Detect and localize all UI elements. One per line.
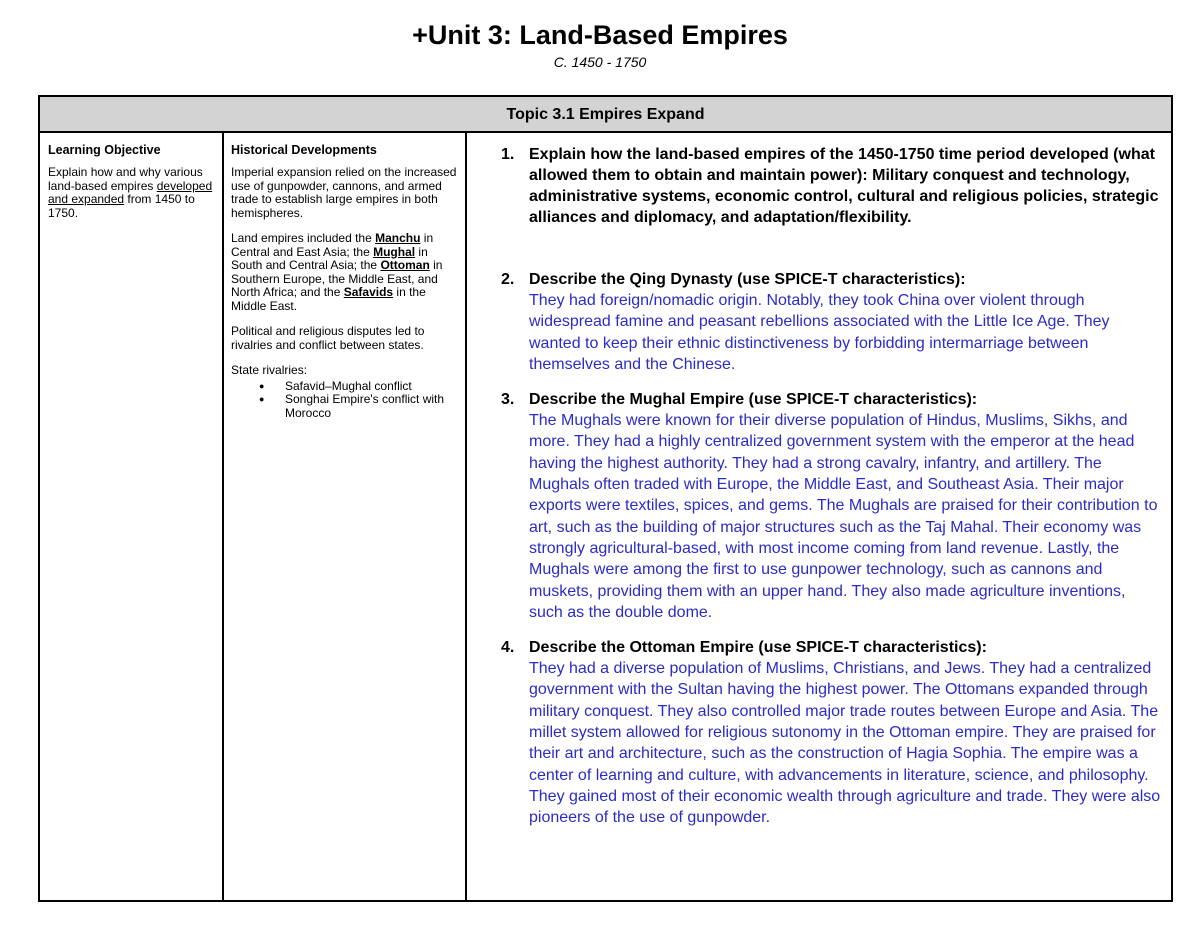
list-item: ● Songhai Empire's conflict with Morocco: [259, 393, 459, 420]
list-item: ● Safavid–Mughal conflict: [259, 380, 459, 394]
learning-objective-text: Explain how and why various land-based empires developed and expanded from 1450 to 1750.: [48, 165, 213, 220]
question-2: 2. Describe the Qing Dynasty (use SPICE-T characteristics): They had foreign/nomadic origin. Notably, they took China over violent through widespread famine and peasant rebellions associated with the Little Ice Age. They wanted to keep their ethnic distinctiveness by forbidding intermarriage between themselves and the Chinese.: [501, 269, 1161, 375]
page-subtitle: C. 1450 - 1750: [553, 54, 647, 70]
question-2-text: Describe the Qing Dynasty (use SPICE-T characteristics):: [529, 271, 966, 288]
question-1-text: Explain how the land-based empires of the 1450-1750 time period developed (what allowed them to obtain and maintain power): Military conquest and technology, administrative systems, economic control, cultural and religious policies, strategic alliances and diplomacy, and adaptation/flexibility.: [529, 146, 1159, 226]
development-paragraph-2: Land empires included the Manchu in Central and East Asia; the Mughal in South and Central Asia; the Ottoman in Southern Europe, the Middle East, and North Africa; and the Safavids in the Middle East.: [231, 231, 443, 313]
historical-developments-column: [224, 133, 467, 900]
question-3-text: Describe the Mughal Empire (use SPICE-T characteristics):: [529, 391, 978, 409]
development-paragraph-1: Imperial expansion relied on the increased use of gunpowder, cannons, and armed trade to establish large empires in both hemispheres.: [231, 165, 457, 220]
topic-table: [38, 95, 1173, 902]
page-title: +Unit 3: Land-Based Empires: [412, 20, 788, 50]
topic-header: Topic 3.1 Empires Expand: [40, 97, 1171, 133]
historical-developments-heading: Historical Developments: [231, 143, 377, 157]
question-4: 4. Describe the Ottoman Empire (use SPICE-T characteristics): They had a diverse population of Muslims, Christians, and Jews. They had a centralized government with the Sultan having the highest power. The Ottomans expanded through military conquest. They also controlled major trade routes between Europe and Asia. The millet system allowed for religious sutonomy in the Ottoman empire. They are praised for their art and architecture, such as the construction of Hagia Sophia. The empire was a center of learning and culture, with advancements in literature, science, and philosophy. They gained most of their economic wealth through agriculture and trade. They were also pioneers of the use of gunpowder.: [501, 637, 1161, 828]
development-paragraph-3: Political and religious disputes led to rivalries and conflict between states.: [231, 324, 425, 352]
learning-objective-heading: Learning Objective: [48, 143, 161, 157]
question-3: 3. Describe the Mughal Empire (use SPICE-T characteristics): The Mughals were known for their diverse population of Hindus, Muslims, Sikhs, and more. They had a highly centralized government system with the emperor at the head having the highest authority. They had a strong cavalry, infantry, and artillery. The Mughals often traded with Europe, the Middle East, and Southeast Asia. Their major exports were textiles, spices, and gems. The Mughals are praised for their contribution to art, such as the building of major structures such as the Taj Mahal. Their economy was strongly agricultural-based, with most income coming from land revenue. Lastly, the Mughals were among the first to use gunpower technology, such as cannons and muskets, providing them with an upper hand. They also made agriculture inventions, such as the double dome.: [501, 389, 1161, 623]
rivalries-heading: State rivalries:: [231, 363, 308, 377]
question-1: 1. Explain how the land-based empires of the 1450-1750 time period developed (what allowed them to obtain and maintain power): Military conquest and technology, administrative systems, economic control, cultural and religious policies, strategic alliances and diplomacy, and adaptation/flexibility.: [501, 144, 1161, 228]
questions-column: [467, 133, 1171, 900]
rivalries-list: [231, 380, 459, 421]
question-3-answer: The Mughals were known for their diverse population of Hindus, Muslims, Sikhs, and more. They had a highly centralized government system with the emperor at the head having the highest authority. They had a strong cavalry, infantry, and artillery. The Mughals often traded with Europe, the Middle East, and Southeast Asia. Their major exports were textiles, spices, and gems. The Mughals are praised for their contribution to art, such as the building of major structures such as the Taj Mahal. Their economy was strongly agricultural-based, with most income coming from land revenue. Lastly, the Mughals were among the first to use gunpower technology, such as cannons and muskets, providing them with an upper hand. They also made agriculture inventions, such as the double dome.: [529, 412, 1158, 621]
learning-objective-column: [40, 133, 224, 900]
question-2-answer: They had foreign/nomadic origin. Notably, they took China over violent through widespread famine and peasant rebellions associated with the Little Ice Age. They wanted to keep their ethnic distinctiveness by forbidding intermarriage between themselves and the Chinese.: [529, 292, 1110, 373]
question-4-text: Describe the Ottoman Empire (use SPICE-T characteristics):: [529, 639, 987, 657]
question-4-answer: They had a diverse population of Muslims, Christians, and Jews. They had a centralized government with the Sultan having the highest power. The Ottomans expanded through military conquest. They also controlled major trade routes between Europe and Asia. The millet system allowed for religious sutonomy in the Ottoman empire. They are praised for their art and architecture, such as the construction of Hagia Sophia. The empire was a center of learning and culture, with advancements in literature, science, and philosophy. They gained most of their economic wealth through agriculture and trade. They were also pioneers of the use of gunpowder.: [529, 660, 1161, 827]
